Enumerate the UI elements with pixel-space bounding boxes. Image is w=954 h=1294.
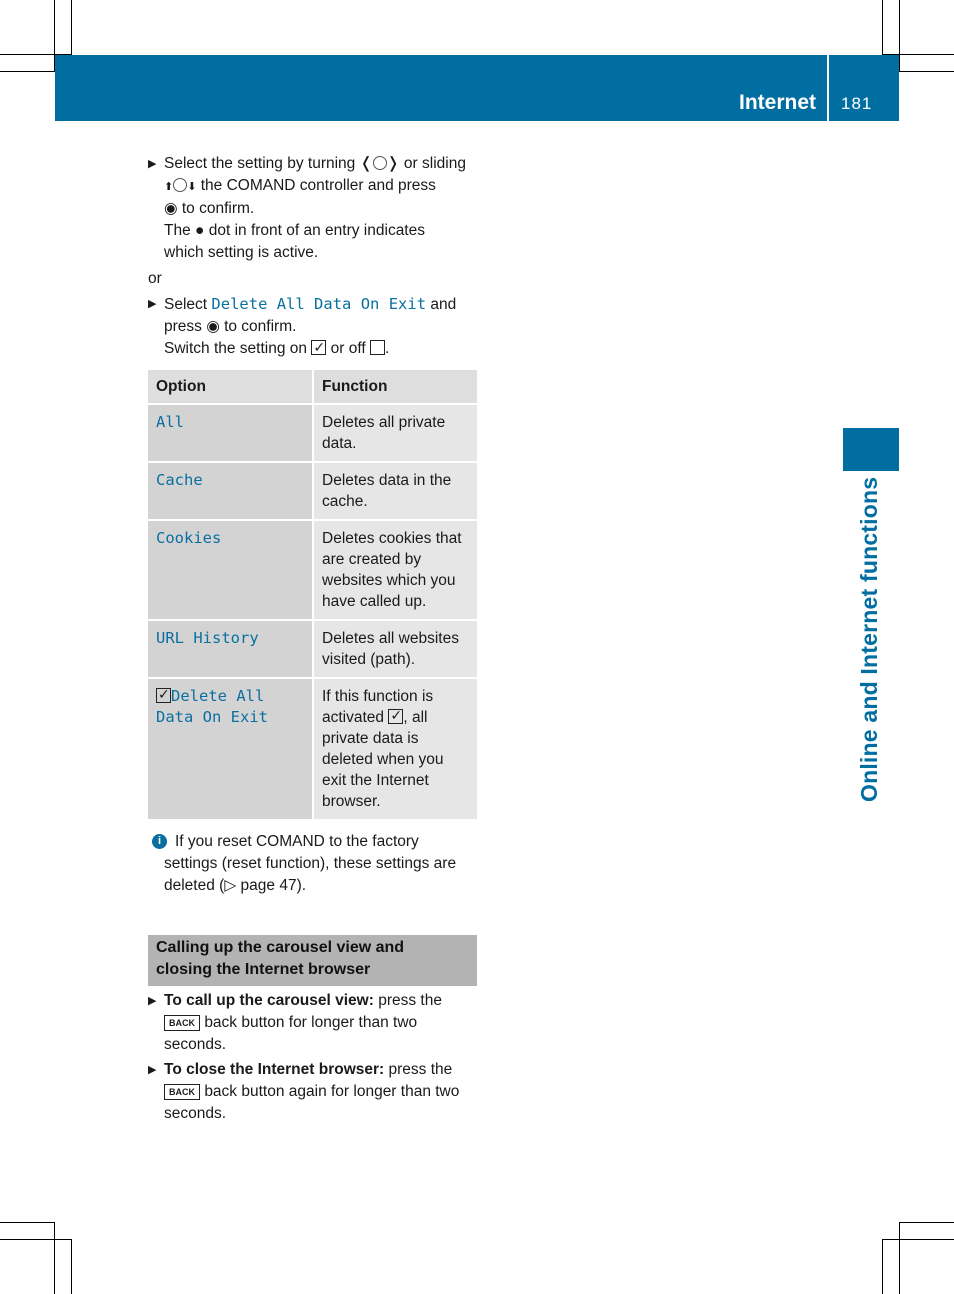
instruction-step: ▶ To close the Internet browser: press the BACK back button again for longer than two seconds. [148, 1061, 460, 1122]
info-note: i If you reset COMAND to the factory settings (reset function), these settings are deleted (▷ page 47). [148, 831, 478, 897]
instruction-step: ▶ Select the setting by turning ❬ ❭ or sliding ⬆ ⬇ the COMAND controller and press ◉ to confirm. The ● dot in front of an entry indicates which setting is active. [148, 155, 466, 261]
instruction-step: ▶ To call up the carousel view: press the BACK back button for longer than two seconds. [148, 992, 442, 1053]
instructions-block [148, 153, 478, 360]
page-number: 181 [841, 94, 873, 113]
back-button-icon: BACK [164, 1084, 200, 1100]
bullet-dot-icon: ● [195, 222, 205, 239]
chapter-title: Online and Internet functions [856, 476, 882, 802]
crop-mark [54, 1222, 55, 1294]
option-code: Cache [156, 471, 203, 489]
option-code: Data On Exit [156, 708, 268, 726]
function-text: If this function is activated [322, 688, 434, 726]
crop-mark [899, 1222, 954, 1223]
table-row [148, 678, 477, 820]
table-row [148, 620, 477, 678]
column-header: Option [148, 370, 313, 404]
checkbox-checked-icon [311, 340, 326, 355]
option-code: All [156, 413, 184, 431]
turn-controller-icon: ❬ ❭ [359, 155, 400, 172]
crop-mark [71, 1239, 72, 1294]
function-text: , all private data is deleted when you exit the Internet browser. [322, 709, 444, 810]
crop-mark [899, 71, 954, 72]
function-text: Deletes all private data. [313, 404, 477, 462]
step-arrow-icon: ▶ [148, 1064, 157, 1076]
column-header: Function [313, 370, 477, 404]
checkbox-empty-icon [370, 340, 385, 355]
table-row [148, 462, 477, 520]
press-controller-icon: ◉ [164, 200, 178, 217]
instructions-block [148, 990, 478, 1125]
press-controller-icon: ◉ [206, 318, 220, 335]
section-title: Internet [738, 91, 816, 114]
table-row [148, 404, 477, 462]
crop-mark [71, 0, 72, 55]
checkbox-checked-icon [388, 709, 403, 724]
checkbox-checked-icon [156, 688, 171, 703]
or-label: or [148, 270, 162, 287]
function-text: Deletes cookies that are created by websites which you have called up. [313, 520, 477, 620]
crop-mark [899, 0, 900, 72]
crop-mark [0, 1222, 55, 1223]
function-text: Deletes data in the cache. [313, 462, 477, 520]
table-row [148, 520, 477, 620]
crop-mark [899, 1222, 900, 1294]
function-text: Deletes all websites visited (path). [313, 620, 477, 678]
instruction-step: ▶ Select Delete All Data On Exit and press ◉ to confirm. Switch the setting on ✓ or off . [148, 293, 478, 360]
option-code: Delete All [171, 687, 265, 705]
crop-mark [882, 1239, 954, 1240]
slide-controller-icon: ⬆ ⬇ [164, 181, 196, 193]
step-arrow-icon: ▶ [148, 298, 157, 310]
table-header-row [148, 370, 477, 404]
crop-mark [882, 1239, 883, 1294]
option-code: Cookies [156, 529, 222, 547]
menu-item-code: Delete All Data On Exit [211, 295, 427, 313]
info-icon: i [152, 834, 167, 849]
crop-mark [882, 0, 883, 55]
back-button-icon: BACK [164, 1015, 200, 1031]
step-arrow-icon: ▶ [148, 158, 157, 170]
options-table [148, 370, 477, 821]
section-heading: Calling up the carousel view and closing the Internet browser [148, 935, 477, 986]
crop-mark [0, 71, 55, 72]
chapter-tab [843, 428, 899, 471]
crop-mark [0, 1239, 72, 1240]
step-arrow-icon: ▶ [148, 995, 157, 1007]
option-code: URL History [156, 629, 259, 647]
header-divider [827, 55, 829, 121]
